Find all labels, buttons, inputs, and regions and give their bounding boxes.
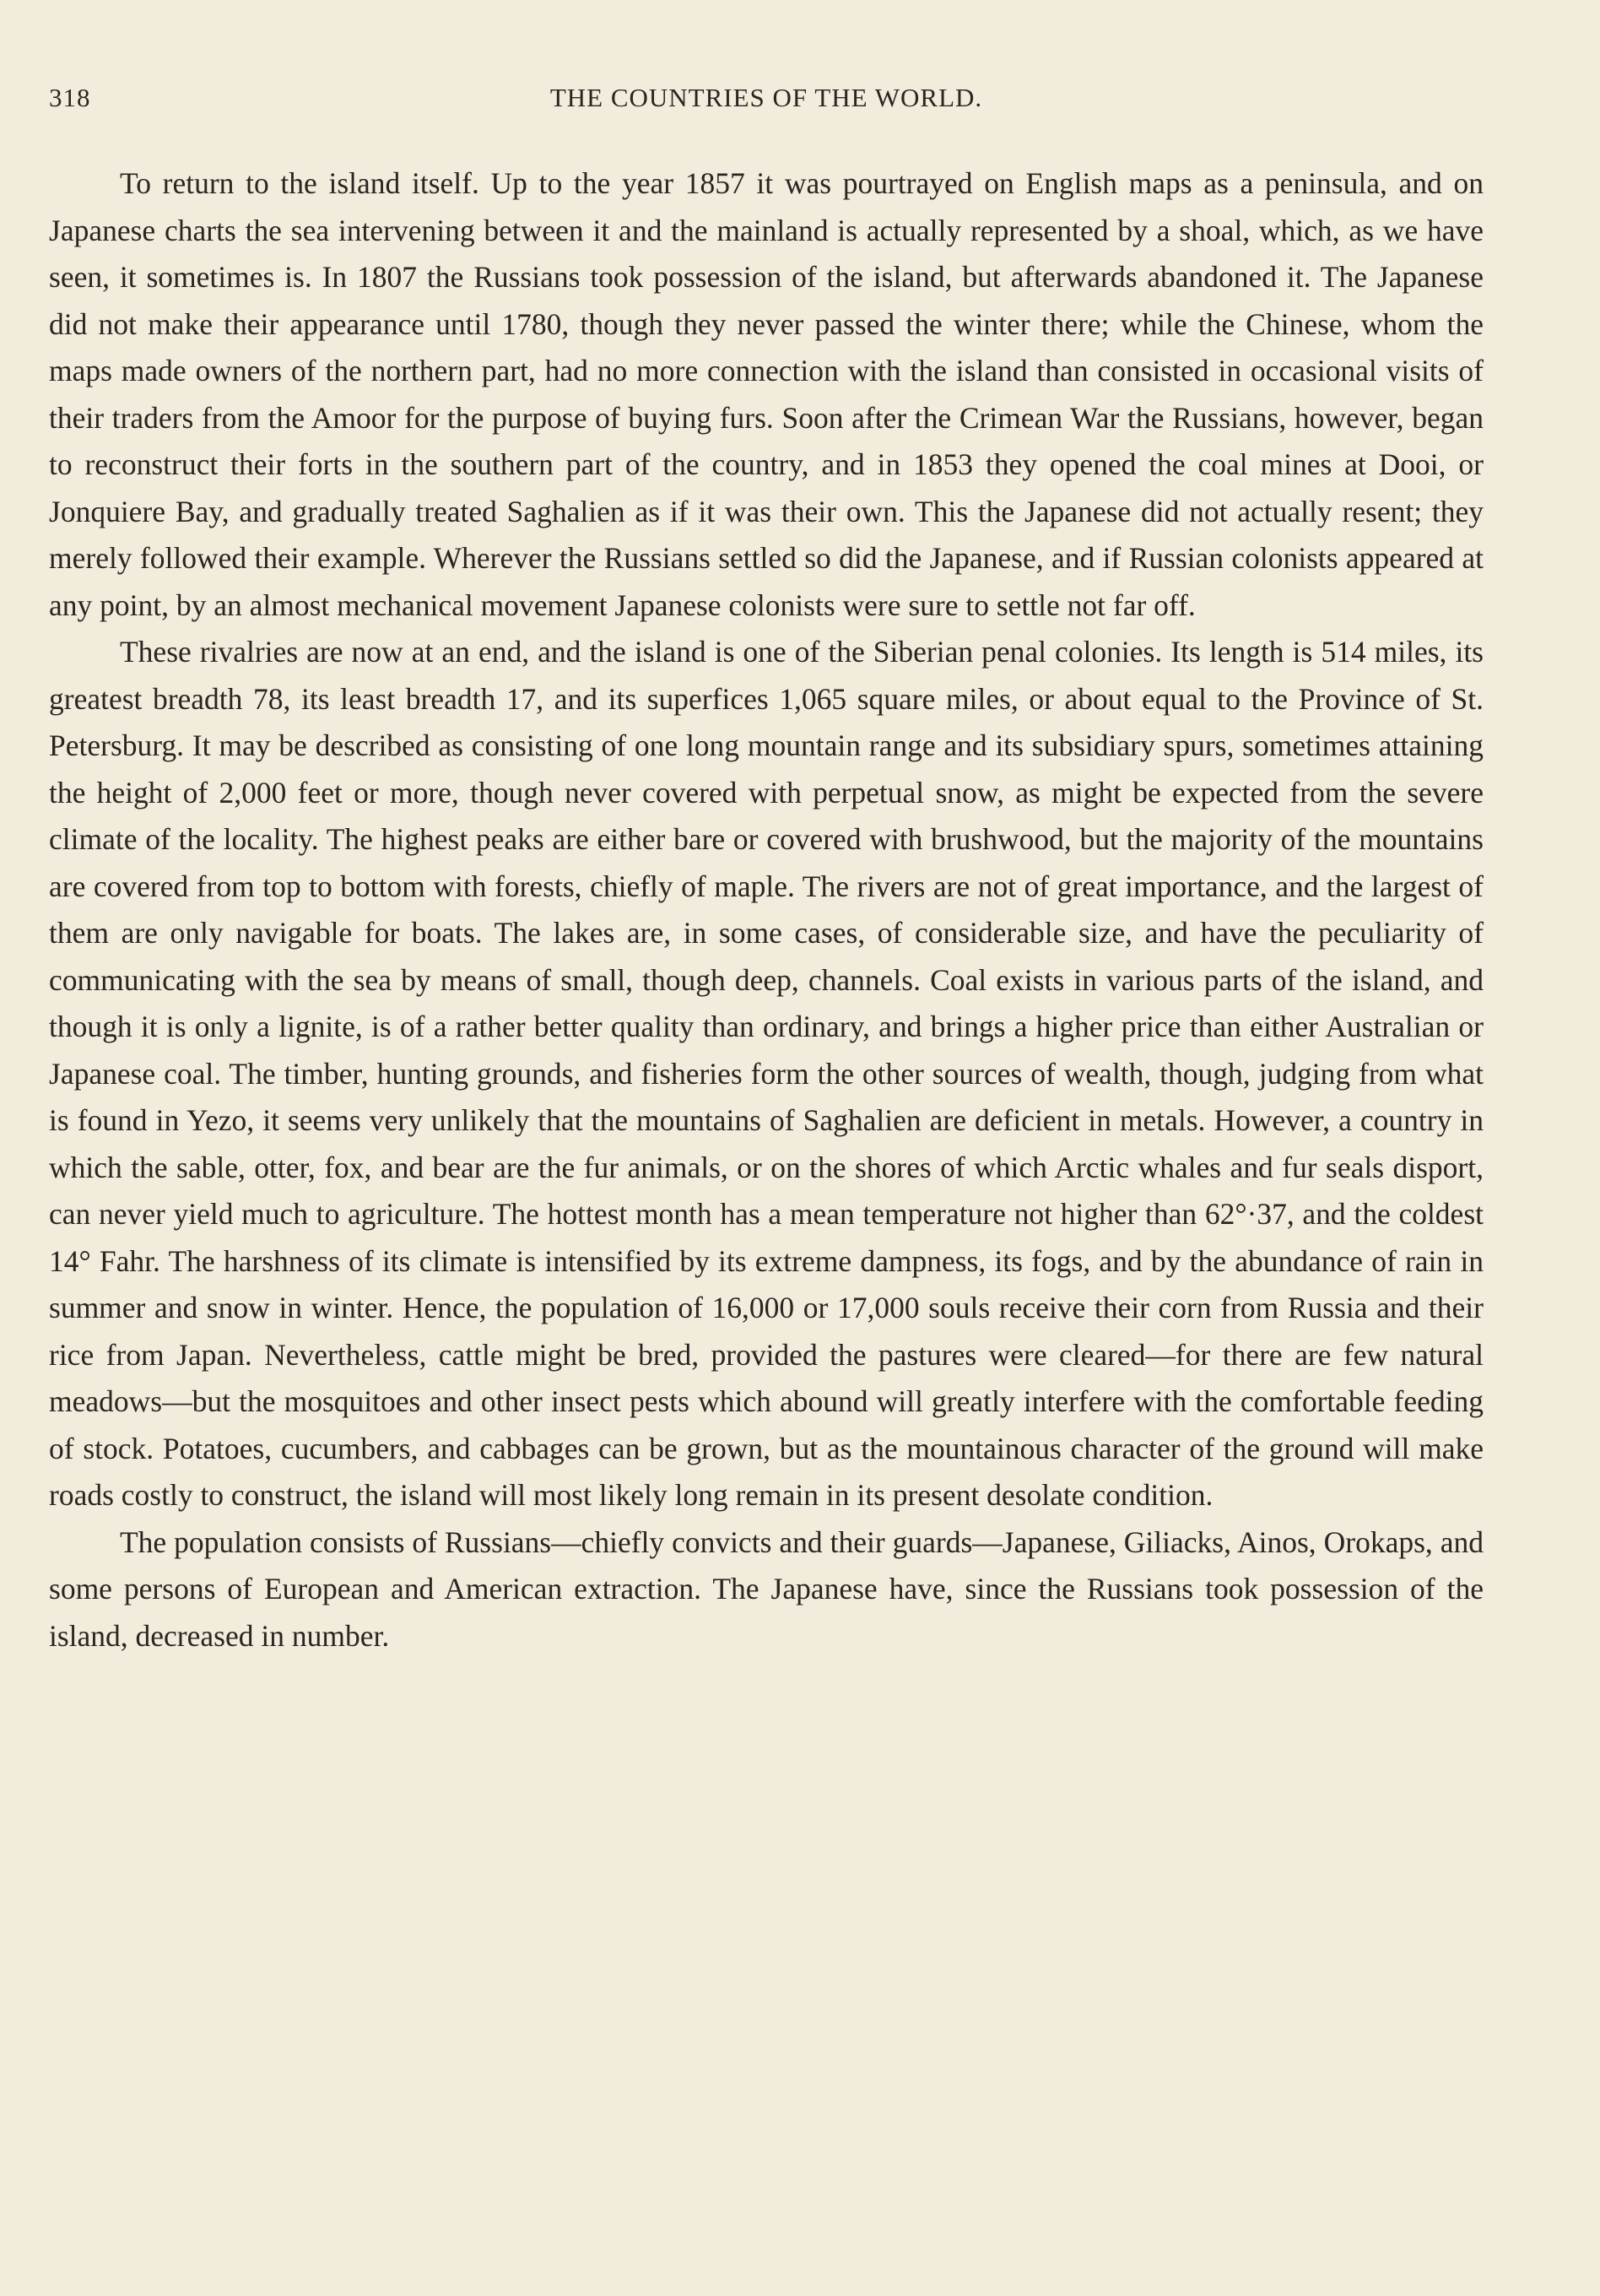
- running-title: THE COUNTRIES OF THE WORLD.: [549, 83, 983, 112]
- paragraph-geography: These rivalries are now at an end, and the island is one of the Siberian penal colonies. Its length is 514 miles, its greatest breadth 78, its least breadth 17, and its superfices 1,065 square miles, or about equal to the Province of St. Petersburg. It may be described as consisting of one long mountain range and its subsidiary spurs, sometimes attaining the height of 2,000 feet or more, though never covered with perpetual snow, as might be expected from the severe climate of the locality. The highest peaks are either bare or covered with brushwood, but the majority of the mountains are covered from top to bottom with forests, chiefly of maple. The rivers are not of great importance, and the largest of them are only navigable for boats. The lakes are, in some cases, of considerable size, and have the peculiarity of communicating with the sea by means of small, though deep, channels. Coal exists in various parts of the island, and though it is only a lignite, is of a rather better quality than ordinary, and brings a higher price than either Australian or Japanese coal. The timber, hunting grounds, and fisheries form the other sources of wealth, though, judging from what is found in Yezo, it seems very unlikely that the mountains of Saghalien are deficient in metals. However, a country in which the sable, otter, fox, and bear are the fur animals, or on the shores of which Arctic whales and fur seals disport, can never yield much to agriculture. The hottest month has a mean temperature not higher than 62°·37, and the coldest 14° Fahr. The harshness of its climate is intensified by its extreme dampness, its fogs, and by the abundance of rain in summer and snow in winter. Hence, the population of 16,000 or 17,000 souls receive their corn from Russia and their rice from Japan. Nevertheless, cattle might be bred, provided the pastures were cleared—for there are few natural meadows—but the mosquitoes and other insect pests which abound will greatly interfere with the comfortable feeding of stock. Potatoes, cucumbers, and cabbages can be grown, but as the mountainous character of the ground will make roads costly to construct, the island will most likely long remain in its present desolate condition.: [49, 635, 1484, 1512]
- running-head: [49, 83, 1484, 120]
- paragraph-population: The population consists of Russians—chiefly convicts and their guards—Japanese, Giliacks, Ainos, Orokaps, and some persons of European and American extraction. The Japanese have, since the Russians took possession of the island, decreased in number.: [49, 1524, 1484, 1653]
- body-text: [49, 160, 1484, 1660]
- page-number: 318: [49, 83, 91, 112]
- paragraph-history: To return to the island itself. Up to the year 1857 it was pourtrayed on English maps as a peninsula, and on Japanese charts the sea intervening between it and the mainland is actually represented by a shoal, which, as we have seen, it sometimes is. In 1807 the Russians took possession of the island, but afterwards abandoned it. The Japanese did not make their appearance until 1780, though they never passed the winter there; while the Chinese, whom the maps made owners of the northern part, had no more connection with the island than consisted in occasional visits of their traders from the Amoor for the purpose of buying furs. Soon after the Crimean War the Russians, however, began to reconstruct their forts in the southern part of the country, and in 1853 they opened the coal mines at Dooi, or Jonquiere Bay, and gradually treated Saghalien as if it was their own. This the Japanese did not actually resent; they merely followed their example. Wherever the Russians settled so did the Japanese, and if Russian colonists appeared at any point, by an almost mechanical movement Japanese colonists were sure to settle not far off.: [49, 166, 1484, 622]
